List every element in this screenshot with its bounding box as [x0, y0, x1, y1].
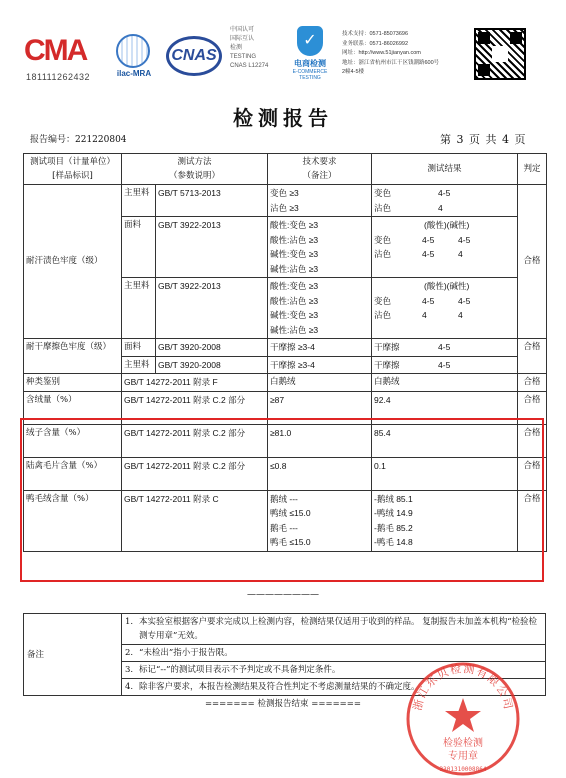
stamp-number: 3301310008864 [439, 766, 487, 773]
requirement-cell: ≥81.0 [268, 424, 372, 457]
result-line: -鸭毛 14.8 [374, 537, 413, 547]
requirement-cell [268, 278, 372, 339]
req-line: 鹅毛 --- [270, 522, 298, 533]
stamp-ring-text: 浙江东贝检测有限公司 [410, 662, 516, 712]
recognition-text [230, 26, 280, 71]
page-info: 第 3 页 共 4 页 [440, 133, 527, 146]
note-item [122, 614, 545, 645]
cma-mark: CMA [24, 34, 87, 67]
report-end: ======= 检测报告结束 ======= [204, 699, 362, 709]
verdict-cell: 合格 [518, 424, 547, 457]
method-cell: GB/T 14272-2011 附录 C [122, 490, 268, 551]
note-number: 4. [125, 682, 134, 692]
result-cell: 85.4 [372, 424, 518, 457]
star-icon [445, 698, 481, 732]
requirement-cell: ≥87 [268, 391, 372, 424]
header-item-sub: [样品标识] [52, 171, 93, 181]
table-row [24, 185, 547, 217]
cma-number: 181111262432 [26, 72, 91, 82]
req-line: 酸性:变色 ≥3 [270, 281, 319, 291]
result-line: -鸭绒 14.9 [374, 508, 413, 518]
stamp-center-line2: 专用章 [448, 751, 478, 762]
result-header: (酸性)(碱性) [424, 281, 470, 291]
item-land-fowl: 陆禽毛片含量（%） [24, 457, 122, 490]
report-title: 检测报告 [233, 106, 333, 130]
result-value: 4-5 [438, 342, 451, 352]
recognition-line: 国际互认 [230, 36, 255, 42]
note-text: 标记“--”的测试项目表示不予判定或不具备判定条件。 [139, 665, 341, 675]
item-duck-content: 鸭毛绒含量（%） [24, 490, 122, 551]
result-label: 沾色 [374, 310, 392, 320]
method-cell: GB/T 5713-2013 [156, 185, 268, 217]
item-species: 种类鉴别 [24, 374, 122, 392]
recognition-line: CNAS L12274 [230, 63, 269, 69]
result-value-acid: 4-5 [422, 234, 435, 245]
req-line: 酸性:变色 ≥3 [270, 220, 319, 230]
qr-code-icon [474, 28, 526, 80]
ilac-mra-logo [110, 34, 158, 76]
result-cell: 92.4 [372, 391, 518, 424]
note-number: 1. [125, 617, 134, 627]
result-cell [372, 490, 518, 551]
table-row [24, 457, 547, 490]
notes-label: 备注 [24, 614, 122, 696]
report-number: 报告编号：221220804 [30, 135, 127, 145]
requirement-cell: ≤0.8 [268, 457, 372, 490]
header-method-sub: （参数说明） [169, 171, 221, 181]
req-line: 碱性:变色 ≥3 [270, 310, 319, 320]
note-number: 2. [125, 648, 134, 658]
requirement-cell: 白鹅绒 [268, 374, 372, 392]
globe-icon [116, 34, 150, 68]
method-cell: GB/T 14272-2011 附录 F [122, 374, 268, 392]
result-cell [372, 278, 518, 339]
contact-website: 网址：http://www.51jianyan.com [342, 50, 421, 56]
note-text: 本实验室根据客户要求完成以上检测内容，检测结果仅适用于收到的样品。 复制报告未加盖本机构“检验检测专用章”无效。 [139, 617, 538, 641]
cnas-label: CNAS [166, 36, 222, 76]
cma-logo [24, 34, 104, 84]
part-cell: 主里料 [122, 185, 156, 217]
method-cell: GB/T 3922-2013 [156, 278, 268, 339]
requirement-cell [268, 185, 372, 217]
result-label: 沾色 [374, 202, 392, 213]
result-label: 变色 [374, 188, 392, 198]
result-label: 变色 [374, 234, 392, 245]
result-value: 4 [438, 202, 443, 213]
verdict-cell: 合格 [518, 391, 547, 424]
header-requirement-label: 技术要求 [302, 157, 337, 167]
result-line: -鹅绒 85.1 [374, 493, 413, 504]
method-cell: GB/T 3920-2008 [156, 356, 268, 374]
part-cell: 主里料 [122, 356, 156, 374]
ecommerce-testing-logo [282, 26, 338, 96]
header-requirement-sub: （备注） [302, 171, 337, 181]
header-result: 测试结果 [372, 154, 518, 185]
result-value: 4-5 [438, 188, 451, 198]
method-cell: GB/T 14272-2011 附录 C.2 部分 [122, 424, 268, 457]
table-row [24, 374, 547, 392]
result-value-alkali: 4 [458, 249, 463, 259]
requirement-cell: 干摩擦 ≥3-4 [268, 356, 372, 374]
requirement-cell: 干摩擦 ≥3-4 [268, 339, 372, 357]
req-line: 碱性:变色 ≥3 [270, 249, 319, 259]
result-value-alkali: 4-5 [458, 234, 471, 245]
ecommerce-cn: 电商检测 [294, 59, 326, 68]
note-number: 3. [125, 665, 134, 675]
method-cell: GB/T 14272-2011 附录 C.2 部分 [122, 457, 268, 490]
header-item-label: 测试项目（计量单位） [29, 157, 115, 167]
part-cell: 面料 [122, 339, 156, 357]
req-line: 变色 ≥3 [270, 188, 299, 198]
contact-address-2: 2幢4-5楼 [342, 69, 365, 75]
verdict-cell: 合格 [518, 339, 547, 374]
req-line: 鸭绒 ≤15.0 [270, 508, 311, 518]
req-line: 鸭毛 ≤15.0 [270, 537, 311, 547]
result-line: -鹅毛 85.2 [374, 522, 413, 533]
result-value: 4-5 [438, 359, 451, 370]
table-row [24, 339, 547, 357]
item-rubbing: 耐干摩擦色牢度（级） [24, 339, 122, 374]
result-cell: 0.1 [372, 457, 518, 490]
header-requirement [268, 154, 372, 185]
req-line: 沾色 ≥3 [270, 202, 299, 213]
result-cell [372, 185, 518, 217]
recognition-line: TESTING [230, 54, 257, 60]
method-cell: GB/T 3920-2008 [156, 339, 268, 357]
result-value-acid: 4-5 [422, 295, 435, 306]
result-value-alkali: 4 [458, 310, 463, 320]
recognition-line: 中国认可 [230, 27, 255, 33]
result-label: 干摩擦 [374, 342, 400, 352]
cnas-logo [166, 36, 228, 82]
item-downy-content: 绒子含量（%） [24, 424, 122, 457]
header-verdict: 判定 [518, 154, 547, 185]
stamp-center-line1: 检验检测 [443, 738, 483, 749]
req-line: 碱性:沾色 ≥3 [270, 263, 319, 274]
item-perspiration: 耐汗渍色牢度（级） [24, 185, 122, 339]
result-cell [372, 339, 518, 357]
separator: ———————— [247, 590, 319, 600]
result-cell [372, 217, 518, 278]
method-cell: GB/T 14272-2011 附录 C.2 部分 [122, 391, 268, 424]
ilac-label: ilac-MRA [116, 69, 152, 78]
official-stamp [404, 660, 522, 778]
contact-business: 业务联系：0571-86026992 [342, 40, 409, 47]
shield-check-icon: ✓ [297, 26, 323, 56]
requirement-cell [268, 217, 372, 278]
result-cell: 白鹅绒 [372, 374, 518, 392]
contact-info [342, 30, 470, 78]
table-row [24, 490, 547, 551]
requirement-cell [268, 490, 372, 551]
contact-address: 地址：浙江省杭州市江干区钱潮路600号 [342, 59, 440, 66]
verdict-cell: 合格 [518, 185, 547, 339]
req-line: 碱性:沾色 ≥3 [270, 324, 319, 335]
req-line: 酸性:沾色 ≥3 [270, 295, 319, 306]
req-line: 酸性:沾色 ≥3 [270, 234, 319, 245]
ecommerce-en: E-COMMERCE TESTING [292, 69, 328, 81]
results-table [23, 153, 547, 552]
result-header: (酸性)(碱性) [424, 220, 470, 230]
contact-support: 技术支持：0571-85073696 [342, 31, 409, 37]
method-cell: GB/T 3922-2013 [156, 217, 268, 278]
header-method-label: 测试方法 [177, 157, 212, 167]
recognition-line: 检测 [230, 45, 243, 51]
table-row [24, 391, 547, 424]
verdict-cell: 合格 [518, 374, 547, 392]
result-value-acid: 4 [422, 310, 427, 320]
table-row [24, 424, 547, 457]
header-method [122, 154, 268, 185]
result-label: 干摩擦 [374, 359, 400, 370]
header-item [24, 154, 122, 185]
table-header-row [24, 154, 547, 185]
verdict-cell: 合格 [518, 457, 547, 490]
verdict-cell: 合格 [518, 490, 547, 551]
item-down-content: 含绒量（%） [24, 391, 122, 424]
result-label: 变色 [374, 295, 392, 306]
result-label: 沾色 [374, 249, 392, 259]
part-cell: 主里料 [122, 278, 156, 339]
part-cell: 面料 [122, 217, 156, 278]
result-value-alkali: 4-5 [458, 295, 471, 306]
result-value-acid: 4-5 [422, 249, 435, 259]
req-line: 鹅绒 --- [270, 493, 298, 504]
result-cell [372, 356, 518, 374]
note-text: “未检出”指小于报告限。 [139, 648, 233, 658]
note-text: 除非客户要求，本报告检测结果及符合性判定不考虑测量结果的不确定度。 [139, 682, 420, 692]
report-header [0, 0, 566, 100]
